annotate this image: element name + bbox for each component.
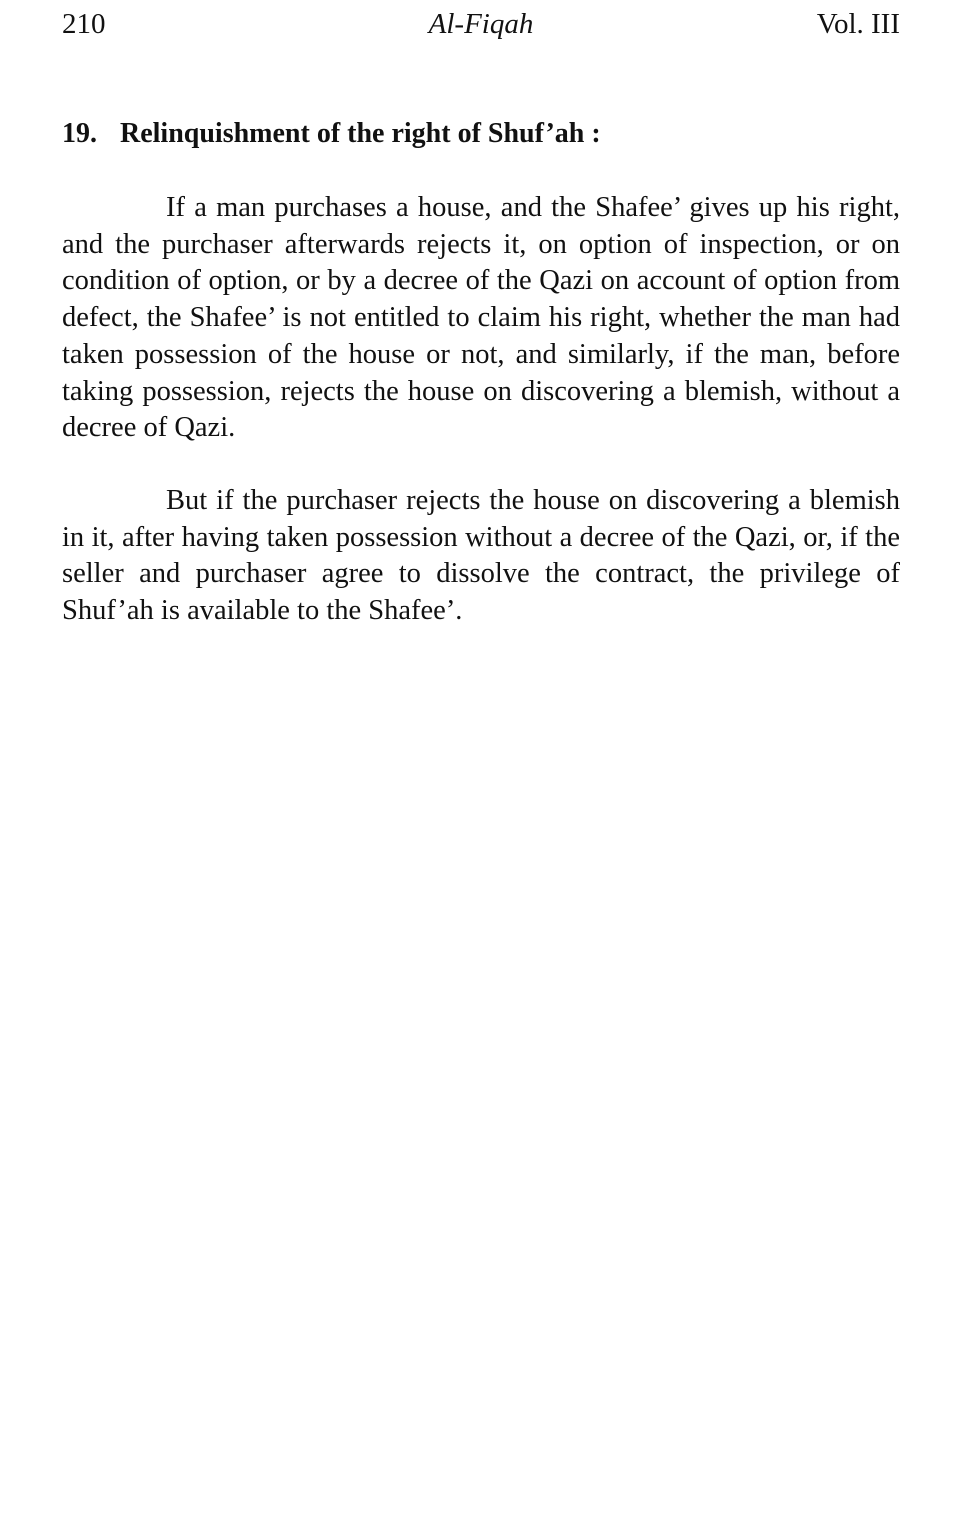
section-19 bbox=[62, 114, 900, 630]
section-title: Relinquishment of the right of Shuf’ah : bbox=[120, 118, 601, 149]
page-number: 210 bbox=[62, 8, 106, 40]
running-header bbox=[62, 6, 900, 42]
section-heading bbox=[62, 114, 900, 154]
paragraph-2: But if the purchaser rejects the house on discovering a blemish in it, after having taken possession without a decree of the Qazi, or, if the seller and purchaser agree to dissolve the contract, the privilege of Shuf’ah is available to the Shafee’. bbox=[62, 484, 900, 627]
volume-label: Vol. III bbox=[816, 8, 900, 40]
book-title: Al-Fiqah bbox=[428, 8, 534, 40]
paragraph-1: If a man purchases a house, and the Shafee’ gives up his right, and the purchaser afterwards rejects it, on option of inspection, or on condition of option, or by a decree of the Qazi on account of option from defect, the Shafee’ is not entitled to claim his right, whether the man had taken possession of the house or not, and similarly, if the man, before taking possession, rejects the house on discovering a blemish, without a decree of Qazi. bbox=[62, 192, 900, 444]
section-number: 19. bbox=[62, 118, 97, 149]
